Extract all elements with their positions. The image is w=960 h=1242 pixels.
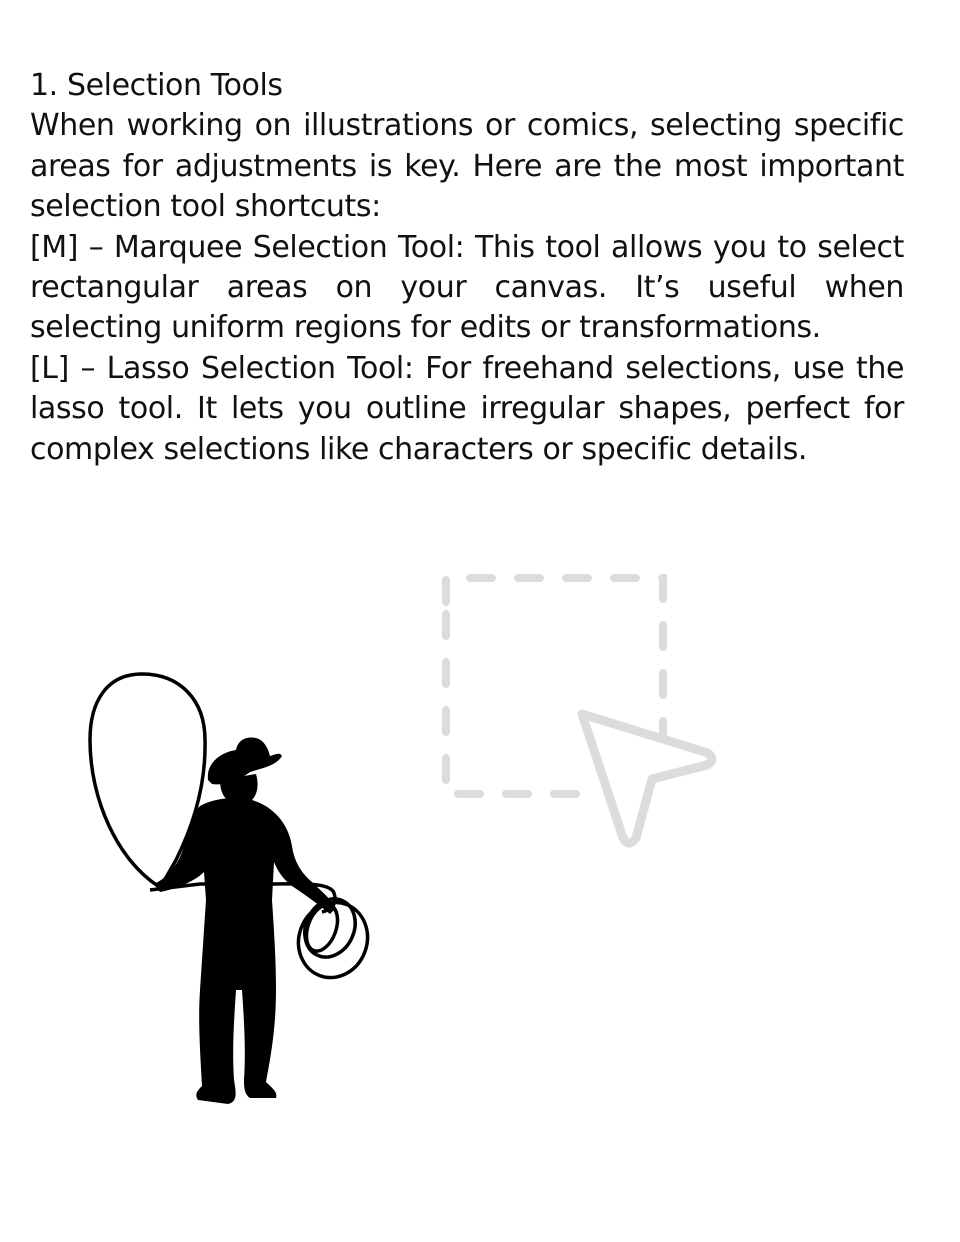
marquee-tool-paragraph: [M] – Marquee Selection Tool: This tool allows you to select rectangular areas on your canvas. It’s useful when selecting uniform regions for edits or transformations. bbox=[30, 229, 904, 346]
cowboy-body-icon bbox=[154, 798, 336, 1104]
cursor-arrow-icon bbox=[582, 714, 712, 843]
intro-paragraph: When working on illustrations or comics, selecting specific areas for adjustments is key. Here are the most important selection tool shortcuts: bbox=[30, 108, 904, 225]
cowboy-lasso-silhouette bbox=[90, 674, 378, 1104]
marquee-cursor-icon bbox=[446, 578, 712, 843]
section-heading: 1. Selection Tools bbox=[30, 68, 283, 103]
lasso-tool-paragraph: [L] – Lasso Selection Tool: For freehand selections, use the lasso tool. It lets you outline irregular shapes, perfect for complex selections like characters or specific details. bbox=[30, 350, 904, 467]
